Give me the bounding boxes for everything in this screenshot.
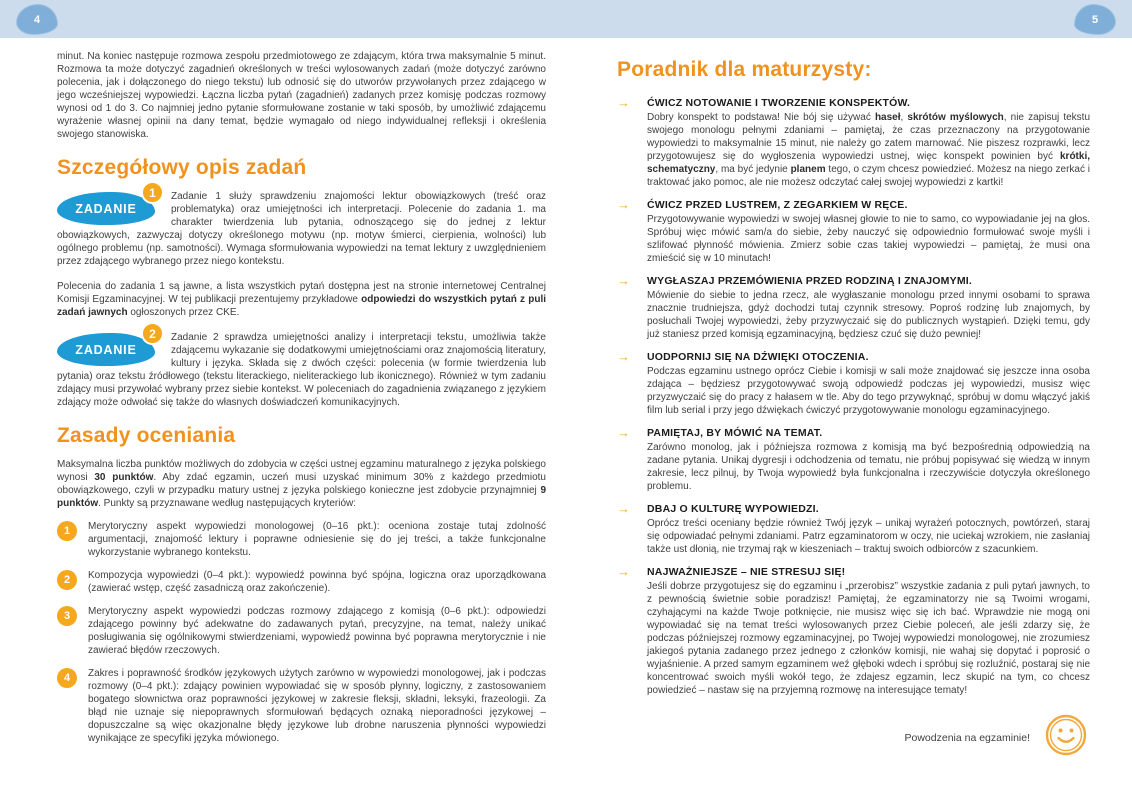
tip-body: Przygotowywanie wypowiedzi w swojej własnej głowie to nie to samo, co wypowiadanie jej na głos. Spróbuj więc mówić sam/a do siebie, żeby nauczyć się odpowiednio formułować swoje myśli i szlifować płynność mówienia. Zmierz sobie czas takiej wypowiedzi – pamiętaj, że musi ona zmieścić się w 10 minutach! (647, 214, 1090, 264)
page-left (57, 50, 546, 745)
tip-content (647, 96, 1090, 189)
criterion-number-badge: 3 (57, 606, 77, 626)
criterion-number-badge: 2 (57, 570, 77, 590)
tip-item-2 (617, 198, 1090, 265)
tip-body: Podczas egzaminu ustnego oprócz Ciebie i komisji w sali może znajdować się jeszcze inna osoba zdająca – będziesz przygotowywać swoją odpowiedź podczas jej wypowiedzi, musisz więc przyzwyczaić się do pracy z hałasem w tle. Aby do tego przywyknąć, spróbuj w domu włączyć jakiś film lub serial i przy jego dźwiękach ćwiczyć przygotowywanie monologu egzaminacyjnego. (647, 366, 1090, 416)
criterion-item (57, 605, 546, 657)
tip-item-1 (617, 96, 1090, 189)
section-heading-zasady-oceniania: Zasady oceniania (57, 424, 236, 447)
criterion-text: Merytoryczny aspekt wypowiedzi podczas rozmowy zdającego z komisją (0–6 pkt.): odpowiedzi zdającego powinny być adekwatne do zadawanych pytań, precyzyjne, na temat, należy unikać posługiwania się ogólnikowymi stwierdzeniami, wypowiedź powinna być poprawna merytorycznie i nie zawierać błędów rzeczowych. (88, 606, 546, 656)
tip-body: Mówienie do siebie to jedna rzecz, ale wygłaszanie monologu przed innymi osobami to sprawa znacznie trudniejsza, gdyż dochodzi tutaj czynnik stresowy. Poproś rodzinę lub znajomych, by posłuchali Twojej wypowiedzi, żeby przyzwyczaić się do publicznych wystąpień. Dzięki temu, gdy już staniesz przed komisją egzaminacyjną, będziesz czuć się dużo pewniej! (647, 290, 1090, 340)
top-band (0, 0, 1132, 38)
tip-content (647, 350, 1090, 417)
tip-item-7 (617, 565, 1090, 697)
tip-body: Zarówno monolog, jak i późniejsza rozmowa z komisją ma być bezpośrednią odpowiedzią na zadane pytania. Unikaj dygresji i odchodzenia od tematu, nie próbuj popisywać się wiedzą w innym zakresie, lecz pilnuj, by Twoja wypowiedź była funkcjonalna i rzeczywiście dotyczyła określonego problemu. (647, 442, 1090, 492)
arrow-icon: → (617, 95, 630, 110)
task-number-badge: 1 (141, 181, 164, 204)
tip-content (647, 426, 1090, 493)
smiley-face-icon (1044, 713, 1088, 762)
tip-title: ĆWICZ NOTOWANIE I TWORZENIE KONSPEKTÓW. (647, 97, 911, 109)
criterion-item (57, 520, 546, 559)
criterion-item (57, 569, 546, 595)
arrow-icon: → (617, 273, 630, 288)
page-number: 4 (33, 13, 41, 26)
task-number-badge: 2 (141, 322, 164, 345)
task-text: Zadanie 2 sprawdza umiejętności analizy i interpretacji tekstu, umożliwia także zdającemu wykazanie się dodatkowymi umiejętnościami oraz znajomością literatury, kultury i języka. Składa się z dwóch części: polecenia (w formie twierdzenia lub pytania) oraz tekstu źródłowego (tekstu literackiego, nieliterackiego lub ikonicznego). Również w tym zadaniu zdający musi przywołać wybrany przez siebie kontekst. W poleceniach do zagadnienia związanego z językiem zdający może odwołać się także do własnych doświadczeń komunikacyjnych. (57, 332, 546, 408)
tip-title: DBAJ O KULTURĘ WYPOWIEDZI. (647, 503, 819, 515)
tip-title: WYGŁASZAJ PRZEMÓWIENIA PRZED RODZINĄ I ZNAJOMYMI. (647, 275, 972, 287)
tip-title: ĆWICZ PRZED LUSTREM, Z ZEGARKIEM W RĘCE. (647, 199, 908, 211)
tip-title: NAJWAŻNIEJSZE – NIE STRESUJ SIĘ! (647, 566, 846, 578)
task-item-2 (57, 326, 546, 409)
arrow-icon: → (617, 501, 630, 516)
tip-content (647, 502, 1090, 556)
criterion-item (57, 667, 546, 745)
criterion-number-badge: 1 (57, 521, 77, 541)
tip-title: UODPORNIJ SIĘ NA DŹWIĘKI OTOCZENIA. (647, 351, 869, 363)
scoring-intro: Maksymalna liczba punktów możliwych do zdobycia w części ustnej egzaminu maturalnego z języka polskiego wynosi 30 punktów. Aby zdać egzamin, uczeń musi uzyskać minimum 30% z każdego przedmiotu obowiązkowego, czyli w przypadku matury ustnej z języka polskiego konieczne jest zdobycie przynajmniej 9 punktów. Punkty są przyznawane według następujących kryteriów: (57, 459, 546, 509)
arrow-icon: → (617, 197, 630, 212)
tip-item-3 (617, 274, 1090, 341)
criterion-text: Merytoryczny aspekt wypowiedzi monologowej (0–16 pkt.): oceniona zostaje tutaj zdolność argumentacji, znajomość lektury i poprawne odniesienie się do jej treści, a także funkcjonalne wykorzystanie wybranego kontekstu. (88, 521, 546, 558)
arrow-icon: → (617, 564, 630, 579)
tip-content (647, 198, 1090, 265)
page-right (617, 48, 1090, 762)
criterion-text: Zakres i poprawność środków językowych użytych zarówno w wypowiedzi monologowej, jak i podczas rozmowy (0–4 pkt.): zdający powinien wypowiadać się w sposób płynny, logiczny, z zastosowaniem bogatego słownictwa oraz poprawności językowej w zakresie fleksji, składni, leksyki, frazeologii. Za błąd nie uznaje się niepoprawnych sformułowań będących oznaką nieporadności językowej – dopuszczalne są więc okazjonalne błędy językowe lub drobne naruszenia płynności wypowiedzi wynikające ze specyfiki języka mówionego. (88, 668, 546, 744)
page-number: 5 (1091, 13, 1099, 26)
intro-paragraph: minut. Na koniec następuje rozmowa zespołu przedmiotowego ze zdającym, która trwa maksymalnie 5 minut. Rozmowa ta może dotyczyć zagadnień określonych w treści wylosowanych zadań (może dotyczyć zarówno polecenia, jak i dołączonego do niego tekstu) lub odnosić się do utworów przywołanych przez zdającego w jego wcześniejszej wypowiedzi. Łączna liczba pytań (zagadnień) zadanych przez komisję podczas rozmowy wynosi od 1 do 3. Co najmniej jedno pytanie sformułowane zostanie w taki sposób, by umożliwić zdającemu wyrażenie własnej opinii na dany temat, będzie wymagało od niego indywidualnej refleksji i określenia swojego stanowiska. (57, 51, 546, 140)
task-badge (57, 185, 156, 225)
tip-title: PAMIĘTAJ, BY MÓWIĆ NA TEMAT. (647, 427, 823, 439)
tip-item-4 (617, 350, 1090, 417)
tip-content (647, 274, 1090, 341)
tip-content (647, 565, 1090, 697)
tip-item-5 (617, 426, 1090, 493)
tip-body: Oprócz treści oceniany będzie również Twój język – unikaj wyrażeń potocznych, powtórzeń, staraj się odpowiadać pełnymi zdaniami. Patrz egzaminatorom w oczy, nie uciekaj wzrokiem, nie zasłaniaj także ust dłonią, nie trzymaj rąk w kieszeniach – traktuj swoich odbiorców z szacunkiem. (647, 518, 1090, 555)
tip-item-6 (617, 502, 1090, 556)
closing-row (617, 713, 1090, 762)
task-badge-label: ZADANIE (75, 201, 137, 216)
tip-body: Jeśli dobrze przygotujesz się do egzaminu i „przerobisz” wszystkie zadania z puli pytań jawnych, to z pewnością świetnie sobie poradzisz! Pamiętaj, że egzaminatorzy nie są Twoimi wrogami, czyhającymi na każde Twoje potknięcie, nie musisz więc się ich bać. Wprawdzie nie mogą oni wypowiadać się na temat treści wylosowanych przez Ciebie poleceń, ale jeśli zdarzy się, że podczas późniejszej rozmowy egzaminacyjnej, po Twojej wypowiedzi monologowej, nie zrozumiesz jakiegoś pytania zadanego przez jednego z członków komisji, nie wahaj się dopytać i poprosić o wyjaśnienie. A przed samym egzaminem weź głęboki wdech i spróbuj się rozluźnić, postaraj się nie koncentrować swoich myśli wokół tego, że zdajesz egzamin, lecz skupić na tym, co chcesz powiedzieć – nastaw się na przyjemną rozmowę na interesujące tematy! (647, 581, 1090, 696)
tip-body: Dobry konspekt to podstawa! Nie bój się używać haseł, skrótów myślowych, nie zapisuj tekstu swojego monologu pełnymi zdaniami – pamiętaj, że czas przeznaczony na przygotowanie wypowiedzi to maksymalnie 15 minut, nie należy go zatem marnować. Nie piszesz rozprawki, lecz przygotowujesz się do wygłoszenia wypowiedzi ustnej, więc konspekt powinien być krótki, schematyczny, ma być jedynie planem tego, o czym chcesz powiedzieć. Możesz na niego zerkać i traktować jako pomoc, ale nie możesz odczytać całej swojej wypowiedzi z kartki! (647, 112, 1091, 188)
task-item-1 (57, 185, 546, 268)
task-text: Zadanie 1 służy sprawdzeniu znajomości lektur obowiązkowych (treść oraz problematyka) oraz umiejętności ich interpretacji. Polecenie do zadania 1. ma charakter twierdzenia lub pytania, odnoszącego się do jednej z lektur obowiązkowych, zazwyczaj dotyczy określonego motywu (np. motyw śmierci, cierpienia, wolności) lub ogólnego problemu (np. samotności). Wymaga sformułowania wypowiedzi na temat lektury z uwzględnieniem przez zdającego wybranego przez niego kontekstu. (57, 191, 546, 267)
arrow-icon: → (617, 425, 630, 440)
section-heading-opis-zadan: Szczegółowy opis zadań (57, 156, 307, 179)
page-title-poradnik: Poradnik dla maturzysty: (617, 58, 872, 81)
page-number-badge-right (1074, 4, 1116, 35)
note-paragraph: Polecenia do zadania 1 są jawne, a lista wszystkich pytań dostępna jest na stronie internetowej Centralnej Komisji Egzaminacyjnej. W tej publikacji prezentujemy przykładowe odpowiedzi do wszystkich pytań z puli zadań jawnych ogłoszonych przez CKE. (57, 281, 547, 318)
page-number-badge-left (16, 4, 58, 35)
task-badge-label: ZADANIE (75, 342, 137, 357)
criterion-number-badge: 4 (57, 668, 77, 688)
task-badge (57, 326, 156, 366)
criterion-text: Kompozycja wypowiedzi (0–4 pkt.): wypowiedź powinna być spójna, logiczna oraz uporządkowana (zawierać wstęp, część zasadniczą oraz zakończenie). (88, 570, 546, 594)
closing-text: Powodzenia na egzaminie! (904, 731, 1030, 744)
arrow-icon: → (617, 349, 630, 364)
